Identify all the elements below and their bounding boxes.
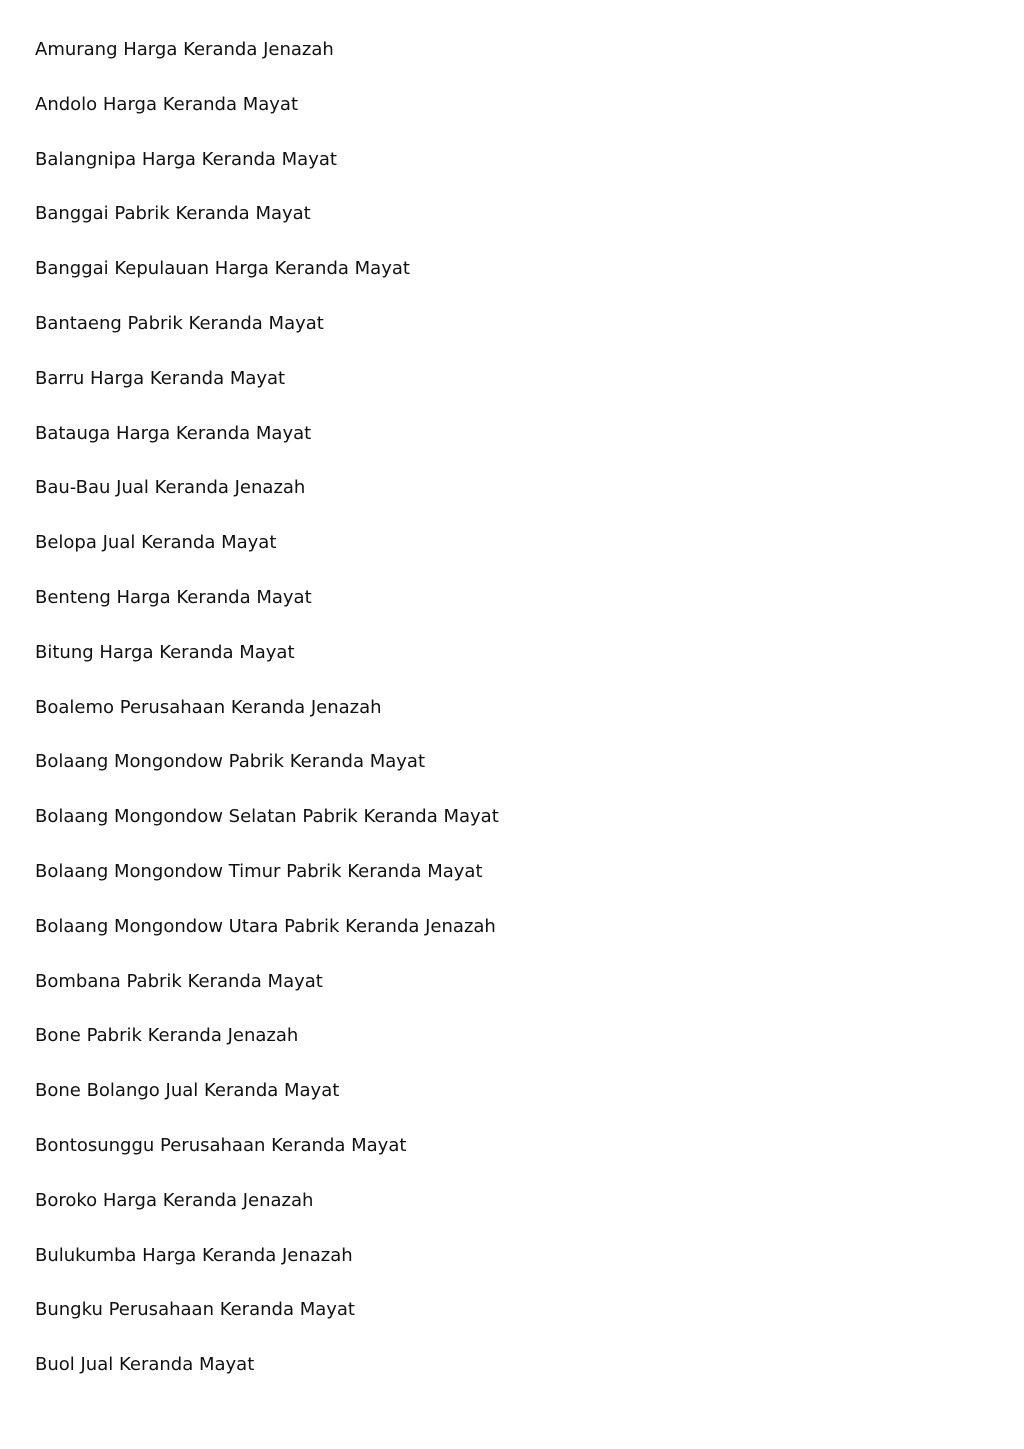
- list-item: Bolaang Mongondow Selatan Pabrik Keranda Mayat: [35, 806, 499, 828]
- list-item: Bolaang Mongondow Timur Pabrik Keranda Mayat: [35, 860, 483, 882]
- list-item: Barru Harga Keranda Mayat: [35, 367, 286, 389]
- list-item: Bungku Perusahaan Keranda Mayat: [35, 1299, 355, 1321]
- list-item: Banggai Pabrik Keranda Mayat: [35, 203, 311, 225]
- list-item: Bone Bolango Jual Keranda Mayat: [35, 1080, 340, 1102]
- list-item: Benteng Harga Keranda Mayat: [35, 586, 312, 608]
- list-item: Boalemo Perusahaan Keranda Jenazah: [35, 696, 382, 718]
- list-item: Bulukumba Harga Keranda Jenazah: [35, 1244, 353, 1266]
- list-item: Bombana Pabrik Keranda Mayat: [35, 970, 323, 992]
- list-item: Buol Jual Keranda Mayat: [35, 1354, 255, 1376]
- list-item: Belopa Jual Keranda Mayat: [35, 532, 277, 554]
- list-item: Bolaang Mongondow Pabrik Keranda Mayat: [35, 751, 426, 773]
- list-item: Boroko Harga Keranda Jenazah: [35, 1189, 314, 1211]
- list-item: Bau-Bau Jual Keranda Jenazah: [35, 477, 306, 499]
- list-item: Bone Pabrik Keranda Jenazah: [35, 1025, 299, 1047]
- list-item: Batauga Harga Keranda Mayat: [35, 422, 312, 444]
- list-item: Bontosunggu Perusahaan Keranda Mayat: [35, 1134, 407, 1156]
- list-item: Banggai Kepulauan Harga Keranda Mayat: [35, 258, 410, 280]
- entry-list: [35, 36, 499, 1406]
- list-item: Bantaeng Pabrik Keranda Mayat: [35, 312, 324, 334]
- list-item: Bitung Harga Keranda Mayat: [35, 641, 295, 663]
- list-item: Bolaang Mongondow Utara Pabrik Keranda Jenazah: [35, 915, 496, 937]
- list-item: Amurang Harga Keranda Jenazah: [35, 39, 334, 60]
- list-item: Balangnipa Harga Keranda Mayat: [35, 148, 337, 170]
- list-item: Andolo Harga Keranda Mayat: [35, 93, 299, 115]
